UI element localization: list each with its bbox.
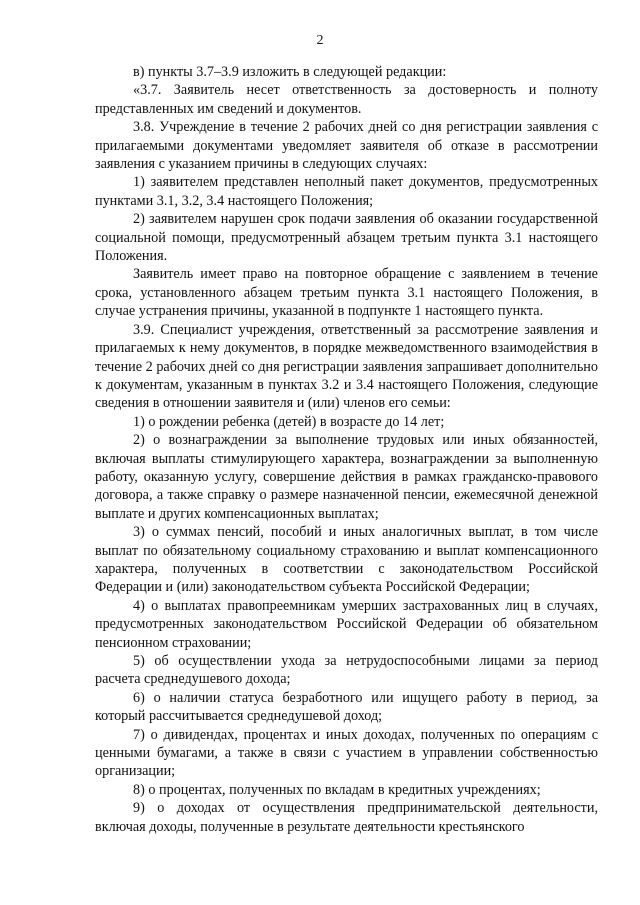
paragraph-3-9-item-5: 5) об осуществлении ухода за нетрудоспособными лицами за период расчета среднедушевого дохода; — [95, 653, 598, 688]
paragraph-3-9-item-3: 3) о суммах пенсий, пособий и иных аналогичных выплат, в том числе выплат по обязательному социальному страхованию и выплат компенсационного характера, полученных в соответствии с законодательством Российской Федерации и (или) законодательством субъекта Российской Федерации; — [95, 524, 598, 596]
paragraph-3-9-item-4: 4) о выплатах правопреемникам умерших застрахованных лиц в случаях, предусмотренных законодательством Российской Федерации об обязательном пенсионном страховании; — [95, 597, 598, 651]
paragraph-3-9-item-1: 1) о рождении ребенка (детей) в возрасте до 14 лет; — [133, 413, 445, 430]
paragraph-reapply-right: Заявитель имеет право на повторное обращение с заявлением в течение срока, установленного абзацем третьим пункта 3.1 настоящего Положения, в случае устранения причины, указанной в подпункте 1 настоящего пункта. — [95, 266, 598, 320]
paragraph-3-9-item-9: 9) о доходах от осуществления предпринимательской деятельности, включая доходы, полученные в результате деятельности крестьянского — [95, 800, 598, 835]
paragraph-3-8-item-2: 2) заявителем нарушен срок подачи заявления об оказании государственной социальной помощи, предусмотренный абзацем третьим пункта 3.1 настоящего Положения. — [95, 211, 598, 265]
page-number: 2 — [316, 33, 324, 48]
paragraph-3-7: «3.7. Заявитель несет ответственность за достоверность и полноту представленных им сведений и документов. — [95, 82, 598, 117]
paragraph-3-9-item-6: 6) о наличии статуса безработного или ищущего работу в период, за который рассчитывается среднедушевой доход; — [95, 689, 598, 725]
paragraph-intro: в) пункты 3.7–3.9 изложить в следующей редакции: — [133, 64, 447, 80]
paragraph-3-8: 3.8. Учреждение в течение 2 рабочих дней со дня регистрации заявления с прилагаемыми документами уведомляет заявителя об отказе в рассмотрении заявления с указанием причины в следующих случаях: — [95, 119, 598, 173]
document-body — [95, 63, 598, 836]
paragraph-3-9: 3.9. Специалист учреждения, ответственный за рассмотрение заявления и прилагаемых к нему документов, в порядке межведомственного взаимодействия в течение 2 рабочих дней со дня регистрации заявления запрашивает дополнительно к документам, указанным в пунктах 3.2 и 3.4 настоящего Положения, следующие сведения в отношении заявителя и (или) членов его семьи: — [95, 321, 598, 412]
paragraph-3-8-item-1: 1) заявителем представлен неполный пакет документов, предусмотренных пунктами 3.1, 3.2, 3.4 настоящего Положения; — [95, 174, 598, 209]
paragraph-3-9-item-8: 8) о процентах, полученных по вкладам в кредитных учреждениях; — [133, 781, 541, 798]
paragraph-3-9-item-7: 7) о дивидендах, процентах и иных доходах, полученных по операциям с ценными бумагами, а также в связи с участием в управлении собственностью организации; — [95, 726, 598, 780]
paragraph-3-9-item-2: 2) о вознаграждении за выполнение трудовых или иных обязанностей, включая выплаты стимулирующего характера, вознаграждении за выполненную работу, оказанную услугу, совершение действия в рамках гражданско-правового договора, а также справку о размере назначенной пенсии, ежемесячной денежной выплате и других компенсационных выплатах; — [95, 432, 598, 522]
